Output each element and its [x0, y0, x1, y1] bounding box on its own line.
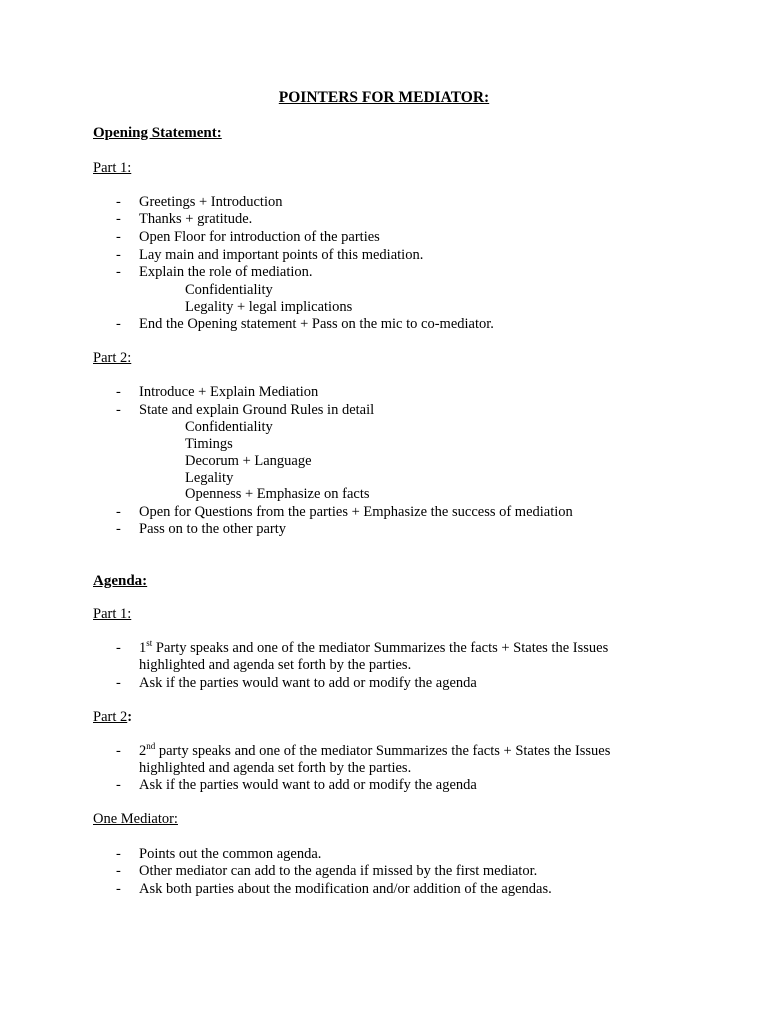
- agenda-part2-label-line: [93, 709, 132, 726]
- bullet-dash: -: [116, 247, 121, 263]
- list-item: State and explain Ground Rules in detail: [139, 402, 375, 418]
- ordinal-number: 1: [139, 640, 147, 656]
- sub-list-item: Legality + legal implications: [185, 299, 353, 315]
- sub-list-item: Timings: [185, 436, 233, 452]
- agenda-part1-label: Part 1:: [93, 606, 132, 622]
- list-item: [139, 743, 610, 760]
- opening-part2-label: Part 2:: [93, 350, 132, 366]
- agenda-heading: Agenda:: [93, 573, 148, 589]
- bullet-dash: -: [116, 846, 121, 862]
- agenda-part2-label: Part 2: [93, 709, 128, 725]
- bullet-dash: -: [116, 316, 121, 332]
- opening-part1-label: Part 1:: [93, 160, 132, 176]
- one-mediator-label: One Mediator:: [93, 811, 178, 827]
- list-item: Ask if the parties would want to add or modify the agenda: [139, 675, 477, 691]
- sub-list-item: Openness + Emphasize on facts: [185, 486, 370, 502]
- list-item: Open for Questions from the parties + Emphasize the success of mediation: [139, 504, 573, 520]
- list-item: Explain the role of mediation.: [139, 264, 313, 280]
- list-item: Lay main and important points of this mediation.: [139, 247, 424, 263]
- bullet-dash: -: [116, 504, 121, 520]
- list-item-continuation: highlighted and agenda set forth by the parties.: [139, 760, 412, 776]
- list-item: Points out the common agenda.: [139, 846, 322, 862]
- document-title: POINTERS FOR MEDIATOR:: [278, 89, 490, 106]
- list-item: Open Floor for introduction of the parties: [139, 229, 380, 245]
- ordinal-suffix: nd: [146, 741, 156, 751]
- sub-list-item: Confidentiality: [185, 419, 273, 435]
- bullet-dash: -: [116, 640, 121, 656]
- list-item: Ask if the parties would want to add or modify the agenda: [139, 777, 477, 793]
- bullet-dash: -: [116, 194, 121, 210]
- list-item: Introduce + Explain Mediation: [139, 384, 319, 400]
- bullet-dash: -: [116, 264, 121, 280]
- list-item: End the Opening statement + Pass on the mic to co-mediator.: [139, 316, 494, 332]
- bullet-dash: -: [116, 211, 121, 227]
- list-item: Pass on to the other party: [139, 521, 286, 537]
- list-item-text: Party speaks and one of the mediator Summarizes the facts + States the Issues: [152, 640, 609, 656]
- list-item: Thanks + gratitude.: [139, 211, 253, 227]
- bullet-dash: -: [116, 863, 121, 879]
- bullet-dash: -: [116, 229, 121, 245]
- list-item-text: party speaks and one of the mediator Summarizes the facts + States the Issues: [155, 743, 611, 759]
- bullet-dash: -: [116, 675, 121, 691]
- list-item: Ask both parties about the modification and/or addition of the agendas.: [139, 881, 552, 897]
- sub-list-item: Decorum + Language: [185, 453, 312, 469]
- bullet-dash: -: [116, 384, 121, 400]
- bullet-dash: -: [116, 881, 121, 897]
- bullet-dash: -: [116, 521, 121, 537]
- bullet-dash: -: [116, 402, 121, 418]
- opening-statement-heading: Opening Statement:: [93, 125, 222, 141]
- list-item-continuation: highlighted and agenda set forth by the parties.: [139, 657, 412, 673]
- ordinal-number: 2: [139, 743, 147, 759]
- list-item: [139, 640, 608, 657]
- ordinal-suffix: st: [146, 638, 153, 648]
- sub-list-item: Legality: [185, 470, 234, 486]
- list-item: Other mediator can add to the agenda if missed by the first mediator.: [139, 863, 538, 879]
- sub-list-item: Confidentiality: [185, 282, 273, 298]
- list-item: Greetings + Introduction: [139, 194, 283, 210]
- agenda-part2-colon: :: [127, 709, 133, 725]
- bullet-dash: -: [116, 743, 121, 759]
- bullet-dash: -: [116, 777, 121, 793]
